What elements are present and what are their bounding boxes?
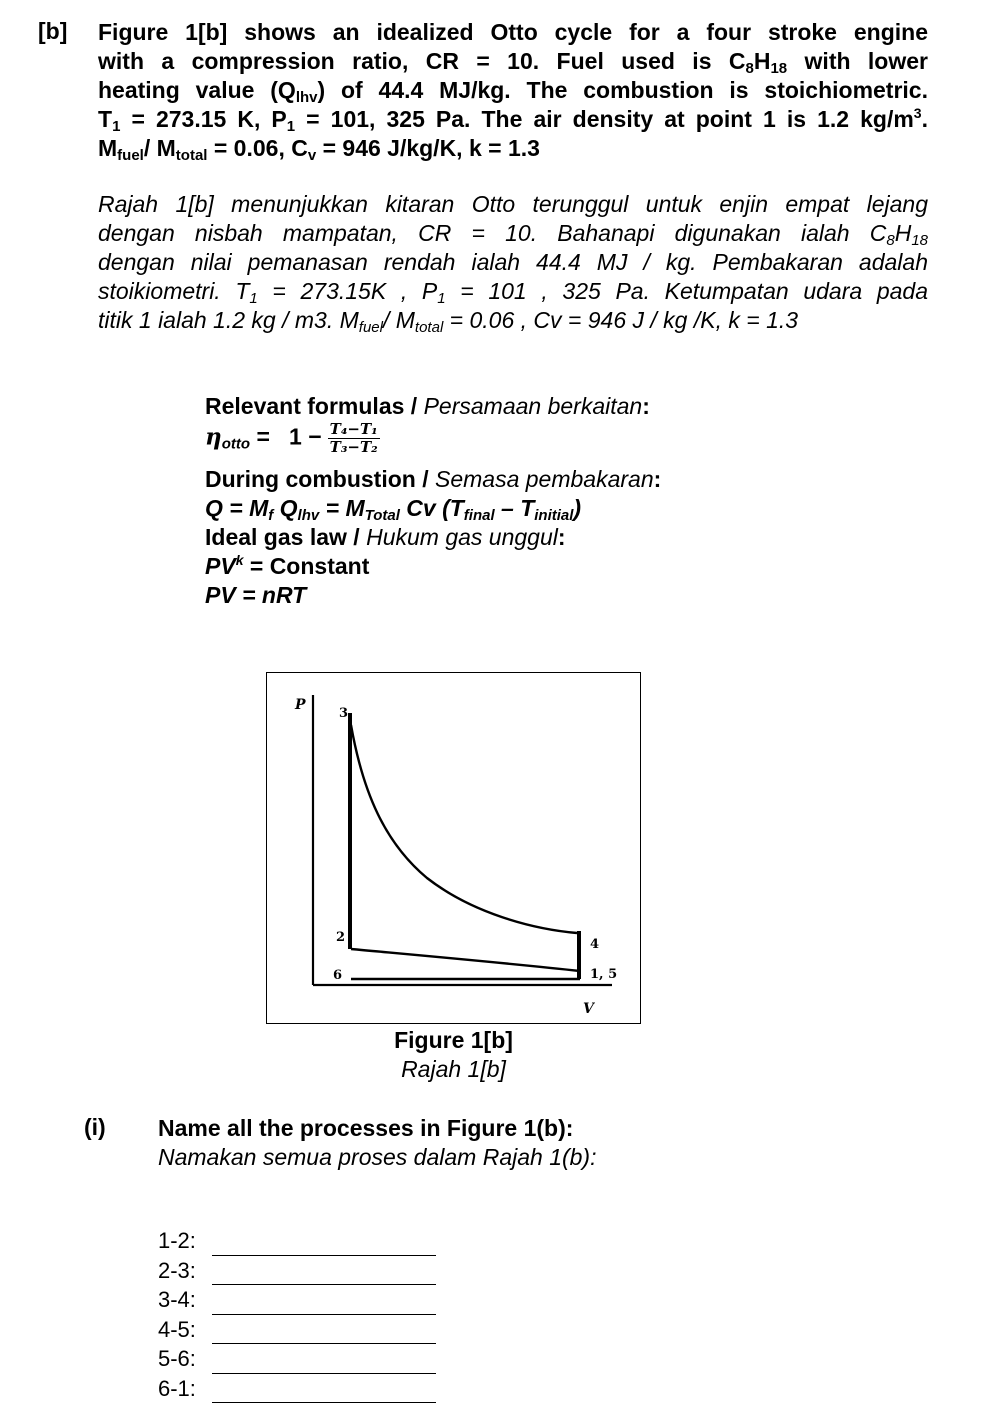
- english-line-1: Figure 1[b] shows an idealized Otto cycle for a four stroke engine: [98, 19, 928, 45]
- answer-row-5-6: [158, 1344, 436, 1374]
- ideal-gas-heading: Ideal gas law / Hukum gas unggul:: [205, 524, 566, 550]
- point-2-label: 2: [336, 930, 346, 945]
- point-3-label: 3: [339, 706, 349, 721]
- malay-line-5: titik 1 ialah 1.2 kg / m3. $M_{fuel}/$ $M_{total} = 0.06$ , Cv = 946 J / kg /K, k = 1.3: [98, 307, 799, 336]
- answer-blank[interactable]: [212, 1262, 436, 1285]
- answer-row-6-1: [158, 1374, 436, 1404]
- process-3-4-curve: [351, 725, 577, 933]
- polytropic-formula: $PV^k$ = Constant: [205, 552, 370, 579]
- problem-statement-english: [98, 18, 928, 163]
- answer-label: 4-5:: [158, 1316, 196, 1342]
- pv-diagram: [267, 673, 639, 1022]
- question-text-english: Name all the processes in Figure 1(b):: [158, 1115, 574, 1141]
- answer-row-3-4: [158, 1285, 436, 1315]
- axis-p-label: P: [295, 697, 306, 713]
- heat-release-formula: $Q = M_f$ $Q_{lhv} = M_{Total}$ Cv $(T_{final} - T_{initial})$: [205, 495, 582, 524]
- answer-label: 6-1:: [158, 1375, 196, 1401]
- question-number: (i): [84, 1114, 106, 1140]
- process-1-2-curve: [351, 949, 580, 971]
- answer-label: 2-3:: [158, 1257, 196, 1283]
- answer-label: 1-2:: [158, 1228, 196, 1253]
- answer-blank[interactable]: [212, 1351, 436, 1374]
- formulas-heading: Relevant formulas / Persamaan berkaitan:: [205, 393, 650, 419]
- otto-efficiency-formula: $\eta_{otto} = 1$ − $\frac{\text{T₄−T₁}}{\text{T₃−T₂}}$: [205, 420, 378, 456]
- answer-row-2-3: [158, 1256, 436, 1286]
- answer-label: 5-6:: [158, 1346, 196, 1371]
- question-text: [158, 1114, 596, 1172]
- answer-blank[interactable]: [212, 1292, 436, 1315]
- question-text-malay: Namakan semua proses dalam Rajah 1(b):: [158, 1144, 597, 1170]
- english-line-2: with a compression ratio, CR = 10. Fuel used is $C_8H_{18}$ with lower: [98, 48, 928, 77]
- malay-line-3: dengan nilai pemanasan rendah ialah 44.4 MJ / kg. Pembakaran adalah: [98, 249, 928, 275]
- answer-list: [158, 1226, 436, 1403]
- part-label: [b]: [38, 18, 68, 44]
- answer-blank[interactable]: [212, 1380, 436, 1403]
- figure-caption: [266, 1026, 641, 1084]
- answer-blank[interactable]: [212, 1233, 436, 1256]
- figure-caption-malay: Rajah 1[b]: [401, 1056, 506, 1082]
- combustion-heading: During combustion / Semasa pembakaran:: [205, 466, 662, 492]
- malay-line-1: Rajah 1[b] menunjukkan kitaran Otto terunggul untuk enjin empat lejang: [98, 191, 928, 217]
- ideal-gas-formula: PV = nRT: [205, 582, 307, 608]
- answer-label: 3-4:: [158, 1287, 196, 1312]
- answer-row-4-5: [158, 1315, 436, 1345]
- point-6-label: 6: [333, 968, 343, 983]
- english-line-5: $M_{fuel}/$ $M_{total} = 0.06$, $C_v = 946$ J/kg/K, k = 1.3: [98, 135, 540, 164]
- answer-row-1-2: [158, 1226, 436, 1256]
- axis-v-label: V: [583, 1001, 594, 1017]
- malay-line-4: stoikiometri. $T_1 = 273.15K$ , $P_1 = 101$ , 325 Pa. Ketumpatan udara pada: [98, 278, 928, 307]
- formulas-block: [205, 392, 661, 610]
- malay-line-2: dengan nisbah mampatan, CR = 10. Bahanapi digunakan ialah $C_8H_{18}$: [98, 220, 928, 249]
- problem-statement-malay: [98, 190, 928, 335]
- point-4-label: 4: [590, 937, 600, 952]
- point-1-5-label: 1, 5: [590, 967, 618, 982]
- figure-caption-english: Figure 1[b]: [394, 1027, 513, 1053]
- answer-blank[interactable]: [212, 1321, 436, 1344]
- english-line-4: $T_1 = 273.15$ K, $P_1 = 101$, 325 Pa. The air density at point 1 is 1.2 $kg/m^3$.: [98, 105, 928, 135]
- efficiency-fraction: $\frac{\text{T₄−T₁}}{\text{T₃−T₂}}$: [329, 420, 378, 456]
- otto-cycle-figure: [266, 672, 641, 1024]
- english-line-3: heating value $(Q_{lhv})$ of 44.4 MJ/kg. The combustion is stoichiometric.: [98, 77, 928, 106]
